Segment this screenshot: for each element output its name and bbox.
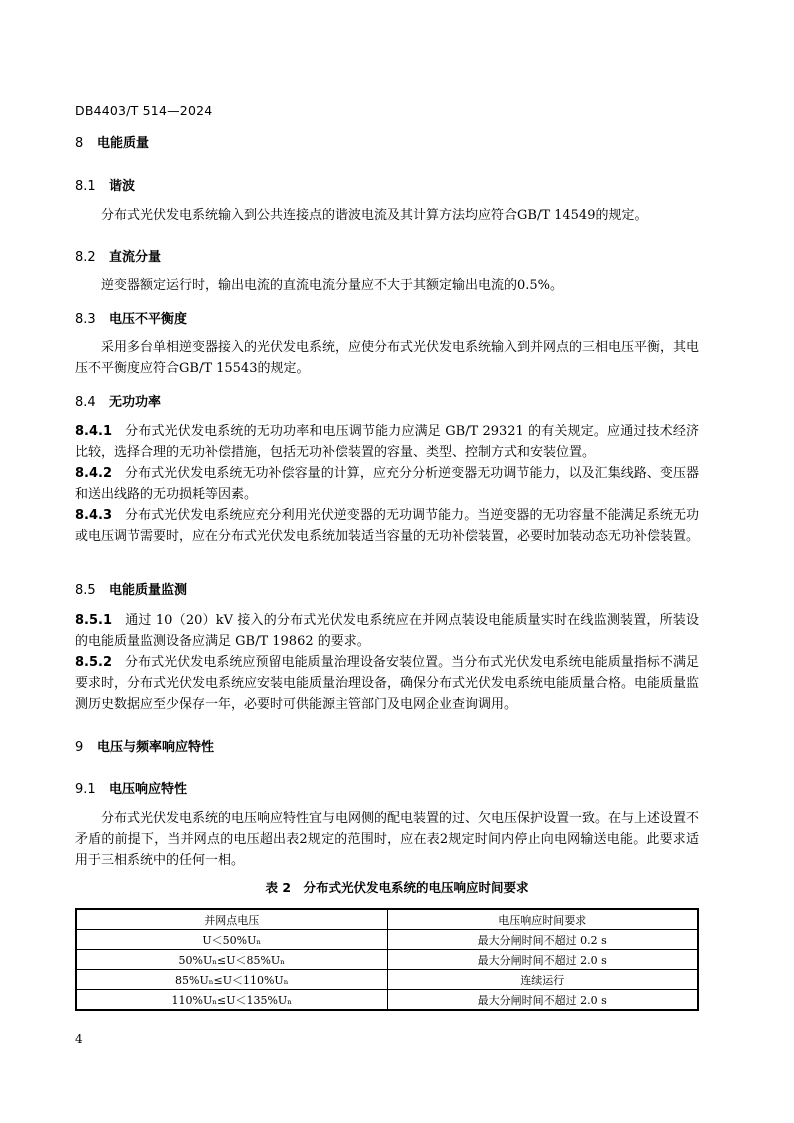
- heading-section-8: [75, 132, 149, 151]
- section-title: 电能质量: [97, 136, 150, 151]
- section-number: 8: [75, 136, 84, 151]
- paragraph-8-3: 采用多台单相逆变器接入的光伏发电系统，应使分布式光伏发电系统输入到并网点的三相电压平衡，其电压不平衡度应符合GB/T 15543的规定。: [75, 340, 700, 376]
- section-title: 谐波: [109, 179, 136, 194]
- heading-section-8-5: [75, 579, 187, 598]
- clause-number: 8.5.1: [75, 613, 113, 628]
- section-number: 8.5: [75, 583, 96, 598]
- clause-number: 8.5.2: [75, 655, 113, 670]
- clause-8-4-3: [75, 505, 699, 547]
- heading-section-8-2: [75, 246, 161, 265]
- clause-8-5-2: [75, 652, 699, 715]
- section-number: 9.1: [75, 782, 96, 797]
- clause-text: 分布式光伏发电系统的无功功率和电压调节能力应满足 GB/T 29321 的有关规定。应通过技术经济比较，选择合理的无功补偿措施，包括无功补偿装置的容量、类型、控制方式和安装位置。: [75, 424, 699, 460]
- section-title: 无功功率: [109, 395, 162, 410]
- response-time-cell: 最大分闸时间不超过 2.0 s: [387, 950, 698, 970]
- section-number: 8.1: [75, 179, 96, 194]
- section-title: 电压不平衡度: [109, 312, 188, 327]
- column-header: 并网点电压: [76, 909, 387, 930]
- heading-section-9: [75, 736, 214, 755]
- table-row: [76, 930, 698, 950]
- voltage-range-cell: 110%Uₙ≤U＜135%Uₙ: [76, 990, 387, 1011]
- clause-text: 通过 10（20）kV 接入的分布式光伏发电系统应在并网点装设电能质量实时在线监测装置，所装设的电能质量监测设备应满足 GB/T 19862 的要求。: [75, 613, 699, 649]
- heading-section-8-3: [75, 308, 187, 327]
- voltage-response-table: [75, 908, 699, 1011]
- table-2-title: 表 2 分布式光伏发电系统的电压响应时间要求: [265, 880, 529, 895]
- table-row: [76, 990, 698, 1011]
- section-number: 8.2: [75, 250, 96, 265]
- clause-number: 8.4.1: [75, 424, 113, 439]
- clause-number: 8.4.3: [75, 508, 113, 523]
- section-number: 9: [75, 740, 84, 755]
- voltage-range-cell: 85%Uₙ≤U＜110%Uₙ: [76, 970, 387, 990]
- heading-section-8-4: [75, 391, 161, 410]
- paragraph-8-2: 逆变器额定运行时，输出电流的直流电流分量应不大于其额定输出电流的0.5%。: [101, 278, 564, 293]
- section-number: 8.4: [75, 395, 96, 410]
- section-title: 直流分量: [109, 250, 162, 265]
- voltage-range-cell: 50%Uₙ≤U＜85%Uₙ: [76, 950, 387, 970]
- clause-8-4-1: [75, 421, 699, 463]
- paragraph-8-1: 分布式光伏发电系统输入到公共连接点的谐波电流及其计算方法均应符合GB/T 14549的规定。: [101, 208, 648, 223]
- voltage-range-cell: U＜50%Uₙ: [76, 930, 387, 950]
- section-title: 电压与频率响应特性: [97, 740, 215, 755]
- table-header-row: [76, 909, 698, 930]
- heading-section-9-1: [75, 778, 187, 797]
- clause-text: 分布式光伏发电系统应预留电能质量治理设备安装位置。当分布式光伏发电系统电能质量指标不满足要求时，分布式光伏发电系统应安装电能质量治理设备，确保分布式光伏发电系统电能质量合格。电能质量监测历史数据应至少保存一年，必要时可供能源主管部门及电网企业查询调用。: [75, 655, 700, 712]
- clause-8-4-2: [75, 463, 699, 505]
- response-time-cell: 连续运行: [387, 970, 698, 990]
- clause-8-5-1: [75, 610, 699, 652]
- page-number: 4: [75, 1032, 83, 1046]
- column-header: 电压响应时间要求: [387, 909, 698, 930]
- clause-text: 分布式光伏发电系统应充分利用光伏逆变器的无功调节能力。当逆变器的无功容量不能满足系统无功或电压调节需要时，应在分布式光伏发电系统加装适当容量的无功补偿装置，必要时加装动态无功补偿装置。: [75, 508, 700, 544]
- document-id: DB4403/T 514—2024: [75, 103, 213, 118]
- section-number: 8.3: [75, 312, 96, 327]
- section-title: 电能质量监测: [109, 583, 188, 598]
- section-title: 电压响应特性: [109, 782, 188, 797]
- clause-text: 分布式光伏发电系统无功补偿容量的计算，应充分分析逆变器无功调节能力，以及汇集线路、变压器和送出线路的无功损耗等因素。: [75, 466, 699, 502]
- response-time-cell: 最大分闸时间不超过 0.2 s: [387, 930, 698, 950]
- table-row: [76, 950, 698, 970]
- paragraph-9-1: 分布式光伏发电系统的电压响应特性宜与电网侧的配电装置的过、欠电压保护设置一致。在与上述设置不矛盾的前提下，当并网点的电压超出表2规定的范围时，应在表2规定时间内停止向电网输送电能。此要求适用于三相系统中的任何一相。: [75, 811, 700, 868]
- heading-section-8-1: [75, 175, 135, 194]
- clause-number: 8.4.2: [75, 466, 113, 481]
- table-row: [76, 970, 698, 990]
- response-time-cell: 最大分闸时间不超过 2.0 s: [387, 990, 698, 1011]
